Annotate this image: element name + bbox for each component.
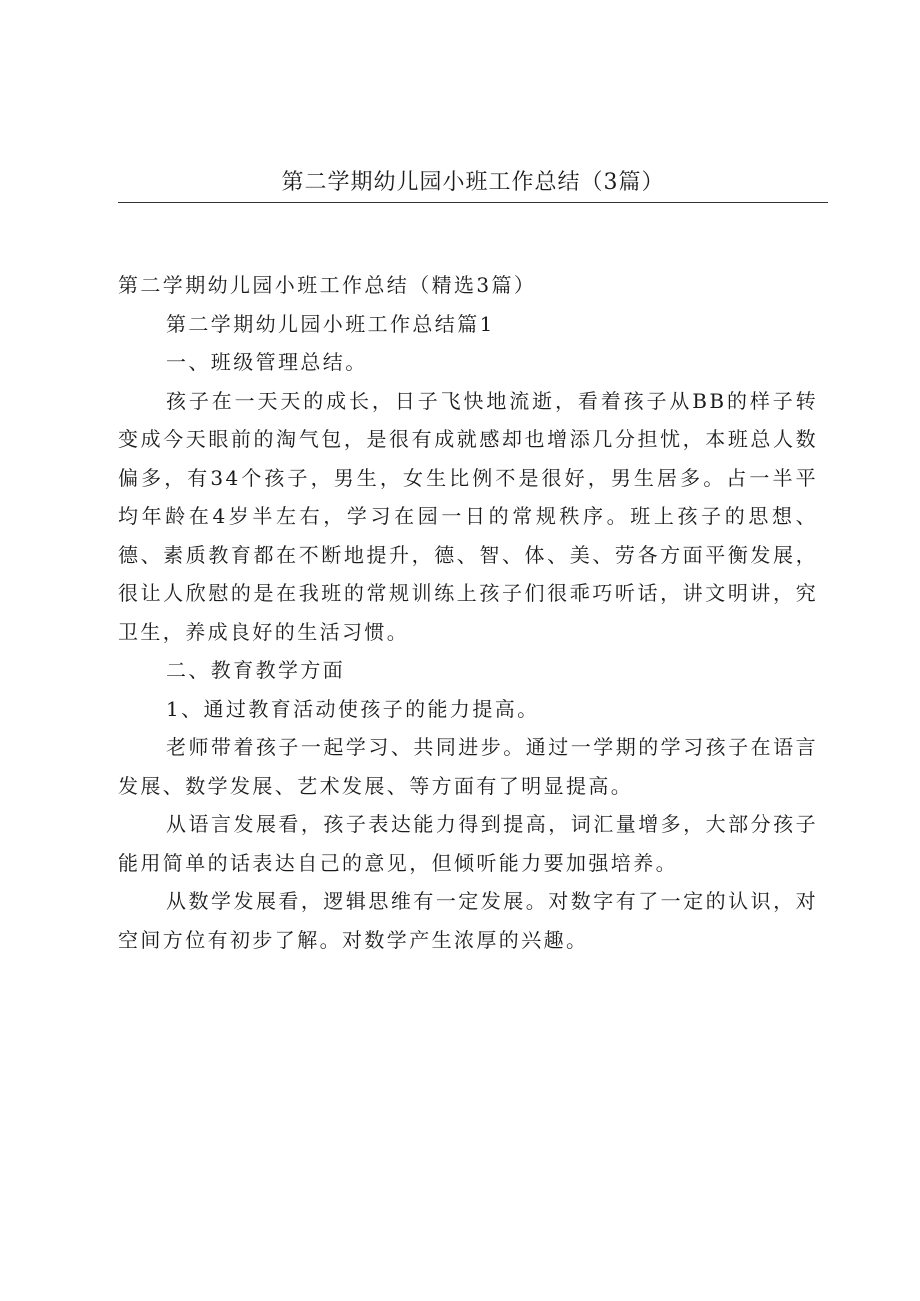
paragraph-math-development: 从数学发展看，逻辑思维有一定发展。对数字有了一定的认识，对空间方位有初步了解。对数学产生浓厚的兴趣。 <box>118 889 818 952</box>
subtitle-paragraph: 第二学期幼儿园小班工作总结（精选3篇） <box>118 273 537 297</box>
section-heading-part1: 第二学期幼儿园小班工作总结篇1 <box>166 311 495 336</box>
paragraph-learning-progress: 老师带着孩子一起学习、共同进步。通过一学期的学习孩子在语言发展、数学发展、艺术发展、等方面有了明显提高。 <box>118 735 818 798</box>
subheading-ability-improvement: 1、通过教育活动使孩子的能力提高。 <box>166 696 540 721</box>
document-body <box>118 266 818 959</box>
title-underline <box>118 202 828 203</box>
paragraph-class-management: 孩子在一天天的成长，日子飞快地流逝，看着孩子从BB的样子转变成今天眼前的淘气包，是很有成就感却也增添几分担忧，本班总人数偏多，有34个孩子，男生，女生比例不是很好，男生居多。占一半平均年龄在4岁半左右，学习在园一日的常规秩序。班上孩子的思想、德、素质教育都在不断地提升，德、智、体、美、劳各方面平衡发展，很让人欣慰的是在我班的常规训练上孩子们很乖巧听话，讲文明讲，究卫生，养成良好的生活习惯。 <box>118 388 818 644</box>
document-title: 第二学期幼儿园小班工作总结（3篇） <box>281 170 665 195</box>
heading-class-management: 一、班级管理总结。 <box>166 350 368 374</box>
paragraph-language-development: 从语言发展看，孩子表达能力得到提高，词汇量增多，大部分孩子能用简单的话表达自己的意见，但倾听能力要加强培养。 <box>118 812 818 875</box>
heading-education-teaching: 二、教育教学方面 <box>166 658 346 682</box>
